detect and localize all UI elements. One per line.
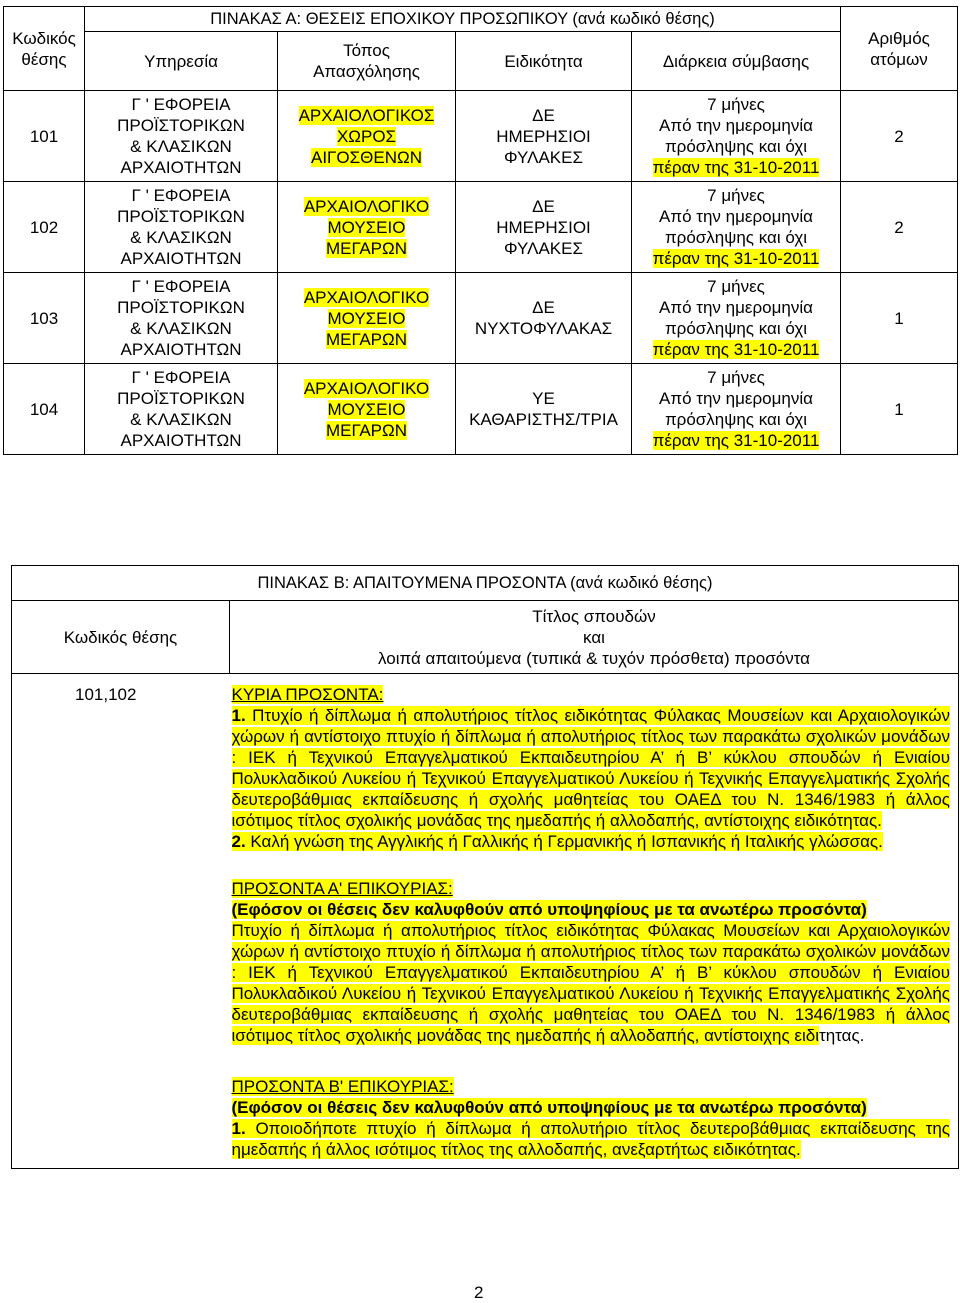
aux-b-heading: ΠΡΟΣΟΝΤΑ Β' ΕΠΙΚΟΥΡΙΑΣ:	[231, 1077, 454, 1096]
position-count: 1	[841, 273, 958, 364]
location-cell: ΑΡΧΑΙΟΛΟΓΙΚΟ ΜΟΥΣΕΙΟ ΜΕΓΑΡΩΝ	[278, 364, 456, 455]
service-cell: Γ ' ΕΦΟΡΕΙΑ ΠΡΟΪΣΤΟΡΙΚΩΝ & ΚΛΑΣΙΚΩΝ ΑΡΧΑΙΟΤΗΤΩΝ	[85, 182, 278, 273]
service-cell: Γ ' ΕΦΟΡΕΙΑ ΠΡΟΪΣΤΟΡΙΚΩΝ & ΚΛΑΣΙΚΩΝ ΑΡΧΑΙΟΤΗΤΩΝ	[85, 364, 278, 455]
position-count: 1	[841, 364, 958, 455]
main-qualifications	[232, 684, 951, 852]
position-code: 101	[4, 91, 85, 182]
header-count: Αριθμός ατόμων	[841, 7, 958, 91]
aux-a-text: Πτυχίο ή δίπλωμα ή απολυτήριος τίτλος ειδικότητας Φύλακας Μουσείων και Αρχαιολογικών χώρων ή αντίστοιχο πτυχίο ή δίπλωμα ή απολυτήριος τίτλος των παρακάτω σχολικών μονάδων : ΙΕΚ ή Τεχνικού Επαγγελματικού Εκπαιδευτηρίου Α’ ή Β’ κύκλου σπουδών ή Ενιαίου Πολυκλαδικού Λυκείου ή Τεχνικού Επαγγελματικού Λυκείου ή Τεχνικής Επαγγελματικής Σχολής δευτεροβάθμιας εκπαίδευσης ή σχολής μαθητείας του ΟΑΕΔ του Ν. 1346/1983 ή άλλος ισότιμος τίτλος σχολικής μονάδας της ημεδαπής ή αλλοδαπής, αντίστοιχης ειδι	[231, 921, 950, 1045]
table-row	[4, 91, 958, 182]
header-code-b: Κωδικός θέσης	[12, 601, 230, 674]
specialty-cell: ΔΕ ΗΜΕΡΗΣΙΟΙ ΦΥΛΑΚΕΣ	[456, 182, 632, 273]
aux-a-qualifications	[232, 878, 951, 1046]
specialty-cell: ΥΕ ΚΑΘΑΡΙΣΤΗΣ/ΤΡΙΑ	[456, 364, 632, 455]
position-code: 103	[4, 273, 85, 364]
specialty-cell: ΔΕ ΗΜΕΡΗΣΙΟΙ ΦΥΛΑΚΕΣ	[456, 91, 632, 182]
aux-a-tail: τητας.	[819, 1026, 865, 1045]
table-a	[3, 6, 958, 455]
position-code: 104	[4, 364, 85, 455]
aux-b-condition: (Εφόσον οι θέσεις δεν καλυφθούν από υποψηφίους με τα ανωτέρω προσόντα)	[231, 1098, 867, 1117]
page-number: 2	[474, 1283, 484, 1302]
main-heading: ΚΥΡΙΑ ΠΡΟΣΟΝΤΑ:	[231, 685, 384, 704]
table-row	[4, 182, 958, 273]
duration-cell: 7 μήνες Από την ημερομηνία πρόσληψης και όχι πέραν της 31-10-2011	[632, 273, 841, 364]
service-cell: Γ ' ΕΦΟΡΕΙΑ ΠΡΟΪΣΤΟΡΙΚΩΝ & ΚΛΑΣΙΚΩΝ ΑΡΧΑΙΟΤΗΤΩΝ	[85, 91, 278, 182]
table-b	[11, 565, 959, 1169]
position-count: 2	[841, 182, 958, 273]
table-a-title: ΠΙΝΑΚΑΣ Α: ΘΕΣΕΙΣ ΕΠΟΧΙΚΟΥ ΠΡΟΣΩΠΙΚΟΥ (ανά κωδικό θέσης)	[85, 7, 841, 32]
aux-a-heading: ΠΡΟΣΟΝΤΑ Α' ΕΠΙΚΟΥΡΙΑΣ:	[231, 879, 453, 898]
position-count: 2	[841, 91, 958, 182]
duration-cell: 7 μήνες Από την ημερομηνία πρόσληψης και όχι πέραν της 31-10-2011	[632, 182, 841, 273]
main-item-2: 2. Καλή γνώση της Αγγλικής ή Γαλλικής ή Γερμανικής ή Ισπανικής ή Ιταλικής γλώσσας.	[231, 832, 883, 851]
aux-b-qualifications	[232, 1076, 951, 1160]
header-service: Υπηρεσία	[85, 32, 278, 91]
service-cell: Γ ' ΕΦΟΡΕΙΑ ΠΡΟΪΣΤΟΡΙΚΩΝ & ΚΛΑΣΙΚΩΝ ΑΡΧΑΙΟΤΗΤΩΝ	[85, 273, 278, 364]
table-b-title: ΠΙΝΑΚΑΣ Β: ΑΠΑΙΤΟΥΜΕΝΑ ΠΡΟΣΟΝΤΑ (ανά κωδικό θέσης)	[12, 566, 959, 601]
qualifications-content	[230, 674, 959, 1169]
duration-cell: 7 μήνες Από την ημερομηνία πρόσληψης και όχι πέραν της 31-10-2011	[632, 91, 841, 182]
header-qualifications: Τίτλος σπουδών και λοιπά απαιτούμενα (τυπικά & τυχόν πρόσθετα) προσόντα	[230, 601, 959, 674]
location-cell: ΑΡΧΑΙΟΛΟΓΙΚΟ ΜΟΥΣΕΙΟ ΜΕΓΑΡΩΝ	[278, 182, 456, 273]
header-specialty: Ειδικότητα	[456, 32, 632, 91]
duration-cell: 7 μήνες Από την ημερομηνία πρόσληψης και όχι πέραν της 31-10-2011	[632, 364, 841, 455]
location-cell: ΑΡΧΑΙΟΛΟΓΙΚΟ ΜΟΥΣΕΙΟ ΜΕΓΑΡΩΝ	[278, 273, 456, 364]
aux-b-item: 1. Οποιοδήποτε πτυχίο ή δίπλωμα ή απολυτήριο τίτλος δευτεροβάθμιας εκπαίδευσης της ημεδαπής ή άλλος ισότιμος τίτλος της αλλοδαπής, ανεξαρτήτως ειδικότητας.	[231, 1119, 950, 1159]
qual-code: 101,102	[12, 674, 230, 1169]
header-duration: Διάρκεια σύμβασης	[632, 32, 841, 91]
table-row	[4, 273, 958, 364]
location-cell: ΑΡΧΑΙΟΛΟΓΙΚΟΣ ΧΩΡΟΣ ΑΙΓΟΣΘΕΝΩΝ	[278, 91, 456, 182]
table-row	[4, 364, 958, 455]
main-item-1: 1. Πτυχίο ή δίπλωμα ή απολυτήριος τίτλος ειδικότητας Φύλακας Μουσείων και Αρχαιολογικών χώρων ή αντίστοιχο πτυχίο ή δίπλωμα ή απολυτήριος τίτλος των παρακάτω σχολικών μονάδων : ΙΕΚ ή Τεχνικού Επαγγελματικού Εκπαιδευτηρίου Α’ ή Β’ κύκλου σπουδών ή Ενιαίου Πολυκλαδικού Λυκείου ή Τεχνικού Επαγγελματικού Λυκείου ή Τεχνικής Επαγγελματικής Σχολής δευτεροβάθμιας εκπαίδευσης ή σχολής μαθητείας του ΟΑΕΔ του Ν. 1346/1983 ή άλλος ισότιμος τίτλος σχολικής μονάδας της ημεδαπής ή αλλοδαπής, αντίστοιχης ειδικότητας.	[231, 706, 950, 830]
aux-a-condition: (Εφόσον οι θέσεις δεν καλυφθούν από υποψηφίους με τα ανωτέρω προσόντα)	[231, 900, 867, 919]
header-location: Τόπος Απασχόλησης	[278, 32, 456, 91]
position-code: 102	[4, 182, 85, 273]
specialty-cell: ΔΕ ΝΥΧΤΟΦΥΛΑΚΑΣ	[456, 273, 632, 364]
header-code: Κωδικός θέσης	[4, 7, 85, 91]
